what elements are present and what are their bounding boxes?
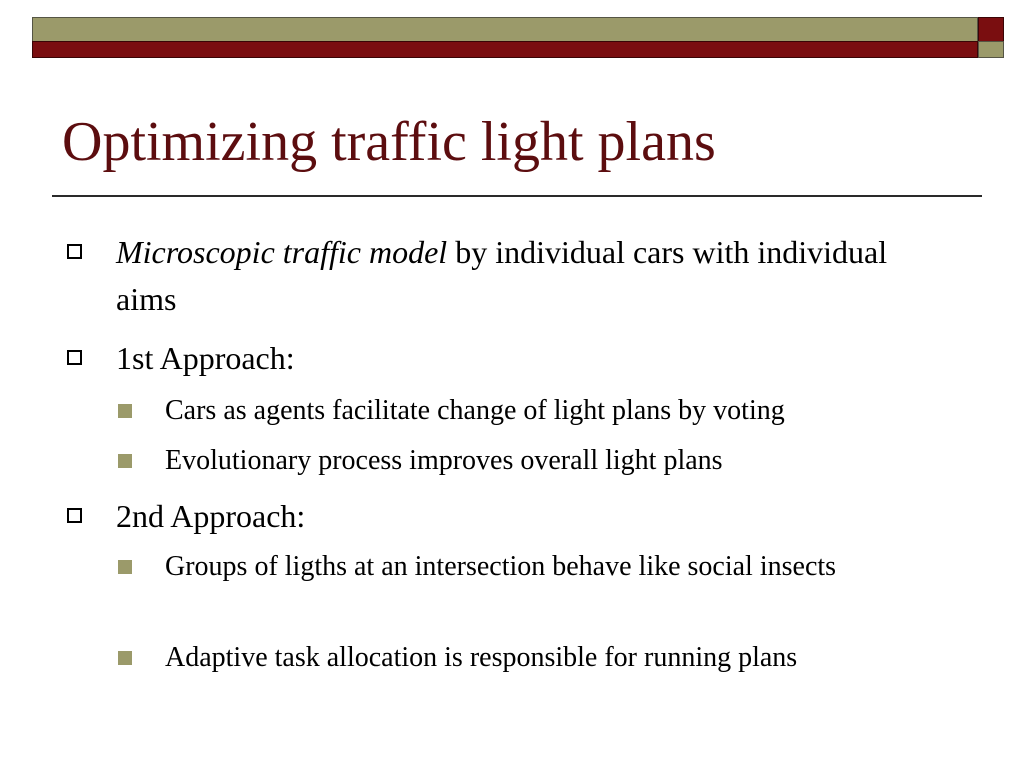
sub-bullet-text: Adaptive task allocation is responsible for running plans: [165, 642, 798, 673]
hollow-square-bullet-icon: [67, 350, 82, 365]
bullet-first-approach: [116, 335, 936, 382]
bullet-second-approach: [116, 493, 936, 540]
sub-bullet-text: Cars as agents facilitate change of light plans by voting: [165, 395, 785, 426]
hollow-square-bullet-icon: [67, 244, 82, 259]
sub-bullet-voting: [165, 390, 945, 431]
bullet-microscopic-model: [116, 229, 936, 323]
solid-square-bullet-icon: [118, 651, 132, 665]
sub-bullet-social-insects: [165, 546, 945, 587]
solid-square-bullet-icon: [118, 560, 132, 574]
sub-bullet-evolutionary: [165, 440, 945, 481]
bullet-text: 1st Approach:: [116, 340, 295, 376]
sub-bullet-text: Evolutionary process improves overall light plans: [165, 445, 723, 476]
sub-bullet-task-allocation: [165, 637, 945, 678]
solid-square-bullet-icon: [118, 404, 132, 418]
sub-bullet-text: Groups of ligths at an intersection behave like social insects: [165, 551, 837, 582]
bullet-text: 2nd Approach:: [116, 498, 306, 534]
hollow-square-bullet-icon: [67, 508, 82, 523]
slide-title: Optimizing traffic light plans: [62, 111, 716, 173]
bullet-emphasis: Microscopic traffic model: [116, 234, 448, 270]
solid-square-bullet-icon: [118, 454, 132, 468]
bullet-text: by individual cars with individual aims: [116, 234, 888, 317]
